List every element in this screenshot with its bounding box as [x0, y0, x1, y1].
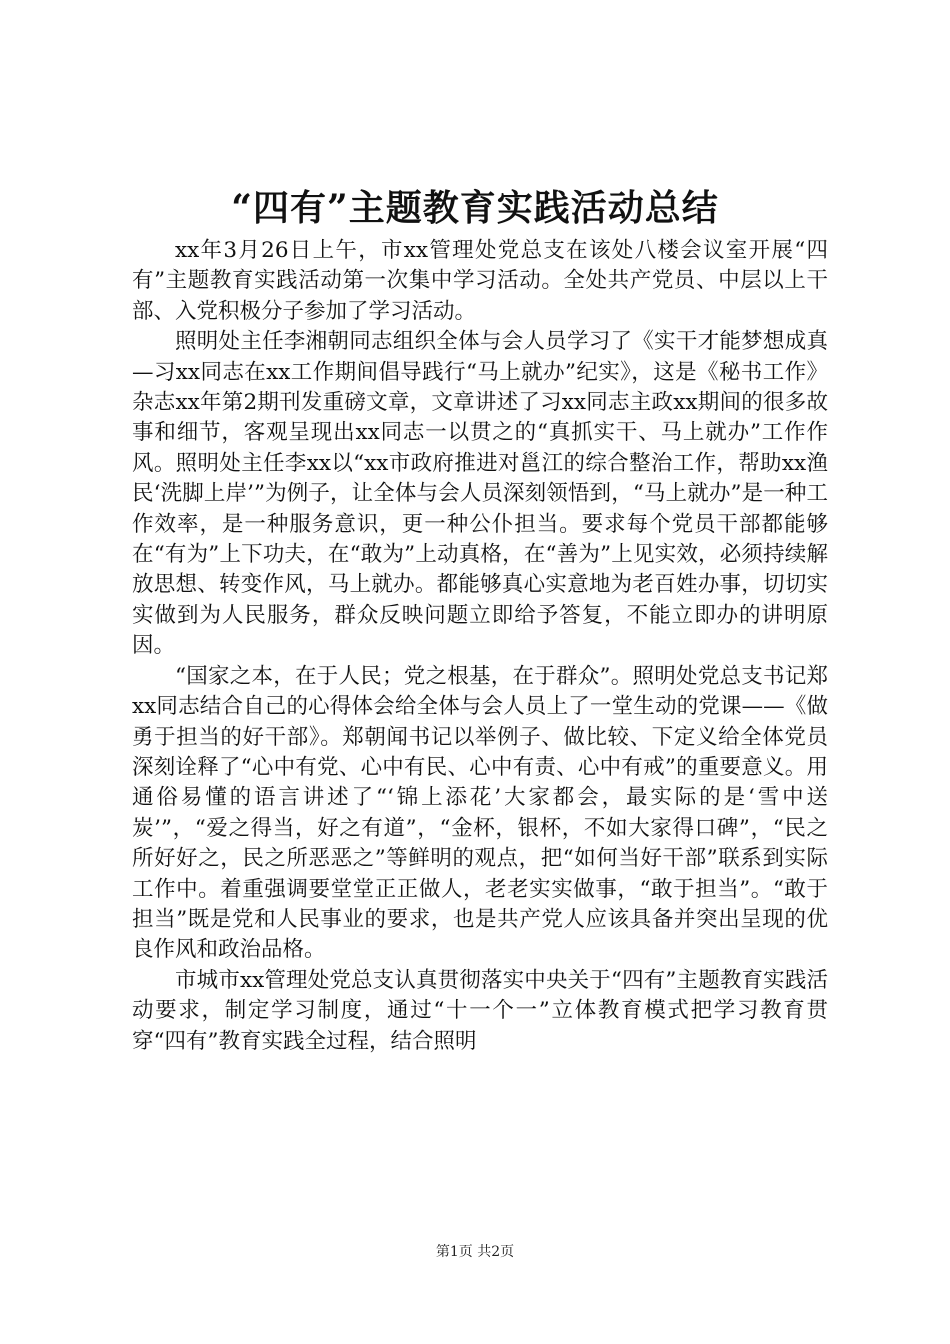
paragraph-2: 照明处主任李湘朝同志组织全体与会人员学习了《实干才能梦想成真—习xx同志在xx工作期间倡导践行“马上就办”纪实》，这是《秘书工作》杂志xx年第2期刊发重磅文章，文章讲述了习xx同志主政xx期间的很多故事和细节，客观呈现出xx同志一以贯之的“真抓实干、马上就办”工作作风。照明处主任李xx以“xx市政府推进对邕江的综合整治工作，帮助xx渔民‘洗脚上岸’”为例子，让全体与会人员深刻领悟到，“马上就办”是一种工作效率，是一种服务意识，更一种公仆担当。要求每个党员干部都能够在“有为”上下功夫，在“敢为”上动真格，在“善为”上见实效，必须持续解放思想、转变作风，马上就办。都能够真心实意地为老百姓办事，切切实实做到为人民服务，群众反映问题立即给予答复，不能立即办的讲明原因。: [132, 329, 828, 659]
paragraph-3: “国家之本，在于人民；党之根基，在于群众”。照明处党总支书记郑xx同志结合自己的心得体会给全体与会人员上了一堂生动的党课——《做勇于担当的好干部》。郑朝闻书记以举例子、做比较、下定义给全体党员深刻诠释了“心中有党、心中有民、心中有责、心中有戒”的重要意义。用通俗易懂的语言讲述了“‘锦上添花’大家都会，最实际的是‘雪中送炭’”，“爱之得当，好之有道”，“金杯，银杯，不如大家得口碑”，“民之所好好之，民之所恶恶之”等鲜明的观点，把“如何当好干部”联系到实际工作中。着重强调要堂堂正正做人，老老实实做事，“敢于担当”。“敢于担当”既是党和人民事业的要求，也是共产党人应该具备并突出呈现的优良作风和政治品格。: [132, 663, 828, 963]
document-body: [132, 236, 828, 1057]
page-footer: 第1页 共2页: [435, 1244, 515, 1260]
paragraph-4: 市城市xx管理处党总支认真贯彻落实中央关于“四有”主题教育实践活动要求，制定学习制度，通过“十一个一”立体教育模式把学习教育贯穿“四有”教育实践全过程，结合照明: [132, 967, 828, 1054]
document-title: “四有”主题教育实践活动总结: [231, 187, 719, 229]
paragraph-1: xx年3月26日上午，市xx管理处党总支在该处八楼会议室开展“四有”主题教育实践活动第一次集中学习活动。全处共产党员、中层以上干部、入党积极分子参加了学习活动。: [132, 238, 828, 324]
